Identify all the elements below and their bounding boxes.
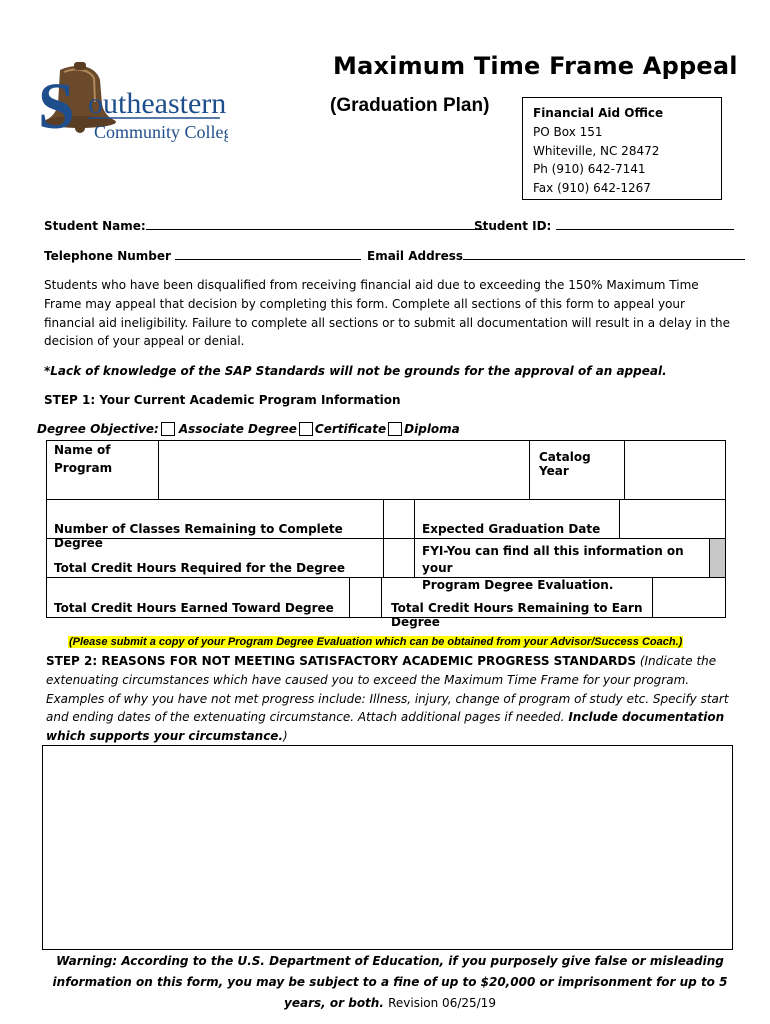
fyi-line2: Program Degree Evaluation. xyxy=(422,578,614,592)
office-address-box xyxy=(522,97,722,200)
student-name-label: Student Name: xyxy=(44,219,146,233)
office-fax: Fax (910) 642-1267 xyxy=(533,181,651,196)
coach-note: (Please submit a copy of your Program Degree Evaluation which can be obtained from your Advisor/Success Coach.) xyxy=(69,636,683,648)
step2-heading: STEP 2: REASONS FOR NOT MEETING SATISFACTORY ACADEMIC PROGRESS STANDARDS xyxy=(46,654,636,668)
certificate-label: Certificate xyxy=(314,422,387,436)
office-name: Financial Aid Office xyxy=(533,106,664,120)
logo-s: S xyxy=(38,70,75,143)
step1-heading: STEP 1: Your Current Academic Program Information xyxy=(44,393,401,407)
telephone-row xyxy=(44,249,361,263)
warning-text: Warning: According to the U.S. Department of Education, if you purposely give false or misleading information on this form, you may be subject to a fine of up to $20,000 or imprisonment for up to 5 years, or both. xyxy=(52,954,728,1010)
logo-line2: Community College xyxy=(94,122,228,142)
credit-remaining-input[interactable] xyxy=(652,577,726,618)
catalog-year-input[interactable] xyxy=(624,440,726,500)
student-id-row xyxy=(474,219,734,233)
fyi-line1: FYI-You can find all this information on your xyxy=(422,544,684,575)
degree-objective-row xyxy=(37,422,460,436)
credit-earned-input[interactable] xyxy=(349,577,382,618)
credit-required-label-cell xyxy=(46,538,384,578)
reasons-textarea[interactable] xyxy=(42,745,733,950)
page-subtitle: (Graduation Plan) xyxy=(330,95,490,116)
revision-date: Revision 06/25/19 xyxy=(388,996,496,1010)
student-name-row xyxy=(44,219,484,233)
program-name-label xyxy=(54,441,112,477)
program-name-label-cell xyxy=(46,440,159,500)
diploma-label: Diploma xyxy=(404,422,460,436)
step2-close: ) xyxy=(283,729,288,744)
telephone-field[interactable] xyxy=(175,249,361,260)
credit-remaining-label-cell xyxy=(381,577,653,629)
diploma-checkbox[interactable] xyxy=(388,422,402,436)
certificate-checkbox[interactable] xyxy=(299,422,313,436)
student-name-field[interactable] xyxy=(146,219,484,230)
step2-documentation: Include documentation which supports your circumstance. xyxy=(46,710,725,744)
step2-section xyxy=(46,652,736,746)
program-name-input[interactable] xyxy=(158,440,530,500)
college-logo xyxy=(38,58,228,153)
expected-graduation-label-cell xyxy=(414,499,620,539)
credit-required-input[interactable] xyxy=(383,538,415,578)
credit-earned-label-cell xyxy=(46,577,350,618)
sap-note: *Lack of knowledge of the SAP Standards will not be grounds for the approval of an appeal. xyxy=(44,364,667,378)
credit-required-label: Total Credit Hours Required for the Degree xyxy=(54,561,345,575)
page-title: Maximum Time Frame Appeal xyxy=(333,52,738,80)
fyi-cell xyxy=(414,538,710,592)
logo-line1: outheastern xyxy=(88,87,227,120)
email-field[interactable] xyxy=(463,249,745,260)
associate-degree-checkbox[interactable] xyxy=(161,422,175,436)
credit-earned-label: Total Credit Hours Earned Toward Degree xyxy=(54,601,334,615)
intro-paragraph: Students who have been disqualified from receiving financial aid due to exceeding the 150% Maximum Time Frame may appeal that decision by completing this form. Complete all sections of this form to appeal your financial aid ineligibility. Failure to complete all sections or to submit all documentation will result in a delay in the decision of your appeal or denial. xyxy=(44,278,730,349)
credit-remaining-label: Total Credit Hours Remaining to Earn Degree xyxy=(391,601,643,629)
degree-objective-label: Degree Objective: xyxy=(37,422,159,436)
expected-graduation-label: Expected Graduation Date xyxy=(422,522,601,536)
classes-remaining-input[interactable] xyxy=(383,499,415,539)
student-id-label: Student ID: xyxy=(474,219,552,233)
catalog-year-label: Catalog Year xyxy=(539,450,591,478)
classes-remaining-label-cell xyxy=(46,499,384,550)
telephone-label: Telephone Number xyxy=(44,249,171,263)
classes-remaining-label: Number of Classes Remaining to Complete Degree xyxy=(54,522,343,550)
office-po-box: PO Box 151 xyxy=(533,124,603,139)
office-city: Whiteville, NC 28472 xyxy=(533,143,660,158)
associate-degree-label: Associate Degree xyxy=(178,422,297,436)
program-name-line2: Program xyxy=(54,461,113,475)
catalog-year-label-cell xyxy=(529,440,625,500)
student-id-field[interactable] xyxy=(556,219,734,230)
expected-graduation-input[interactable] xyxy=(619,499,726,539)
email-label: Email Address xyxy=(367,249,464,263)
email-row xyxy=(367,249,745,263)
warning-note xyxy=(40,951,740,1014)
office-phone: Ph (910) 642-7141 xyxy=(533,162,646,177)
step2-instructions: (Indicate the extenuating circumstances which have caused you to exceed the Maximum Time Frame for your program. Examples of why you have not met progress include: Illness, injury, change of program of study etc. Specify start and ending dates of the extenuating circumstance. Attach additional pages if needed. xyxy=(46,654,729,725)
fyi-shaded-cell xyxy=(709,538,726,578)
program-name-line1: Name of xyxy=(54,443,111,457)
